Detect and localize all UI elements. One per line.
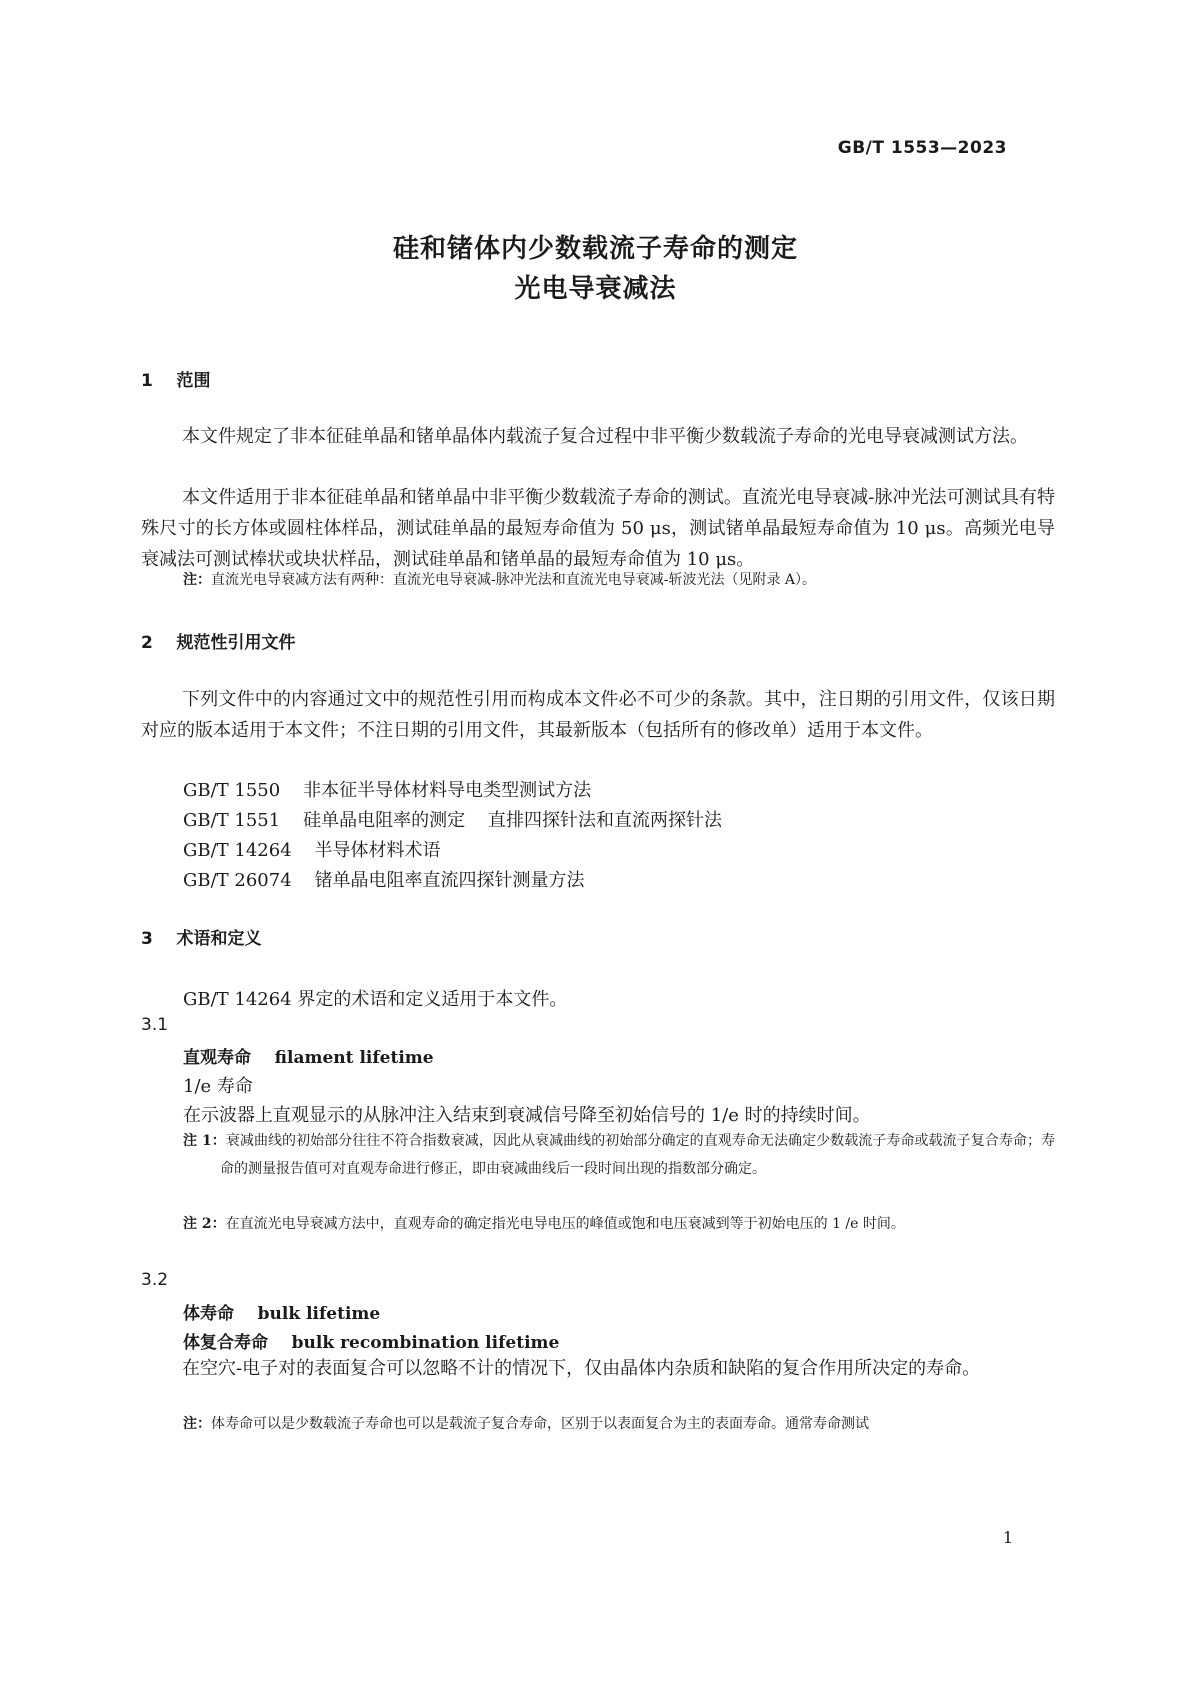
- note-text: 体寿命可以是少数载流子寿命也可以是载流子复合寿命，区别于以表面复合为主的表面寿命。通常寿命测试: [211, 1416, 869, 1432]
- reference-item: GB/T 1550 非本征半导体材料导电类型测试方法: [183, 780, 592, 801]
- note-text: 在直流光电导衰减方法中，直观寿命的确定指光电导电压的峰值或饱和电压衰减到等于初始电压的 1 /e 时间。: [225, 1216, 905, 1232]
- note-label: 注 2：: [183, 1216, 226, 1232]
- section-1-heading: 1 范围: [141, 371, 211, 391]
- section-1-paragraph-2: 本文件适用于非本征硅单晶和锗单晶中非平衡少数载流子寿命的测试。直流光电导衰减-脉冲光法可测试具有特殊尺寸的长方体或圆柱体样品，测试硅单晶的最短寿命值为 50 μs，测试锗单晶最短寿命值为 10 μs。高频光电导衰减法可测试棒状或块状样品，测试硅单晶和锗单晶的最短寿命值为 10 μs。: [141, 487, 1055, 570]
- note-text: 直流光电导衰减方法有两种：直流光电导衰减-脉冲光法和直流光电导衰减-斩波光法（见附录 A）。: [211, 572, 817, 588]
- note-text: 衰减曲线的初始部分往往不符合指数衰减，因此从衰减曲线的初始部分确定的直观寿命无法确定少数载流子寿命或载流子复合寿命；寿命的测量报告值可对直观寿命进行修正，即由衰减曲线后一段时间出现的指数部分确定。: [220, 1133, 1055, 1177]
- clause-3-2-note: [183, 1411, 1055, 1438]
- clause-3-2-term-2: 体复合寿命 bulk recombination lifetime: [183, 1333, 560, 1353]
- clause-3-1-alt-term: 1/e 寿命: [183, 1076, 253, 1097]
- page-number: 1: [1002, 1528, 1013, 1547]
- note-label: 注 1：: [183, 1133, 226, 1149]
- note-label: 注：: [183, 1416, 211, 1432]
- clause-3-1-definition: 在示波器上直观显示的从脉冲注入结束到衰减信号降至初始信号的 1/e 时的持续时间。: [183, 1105, 871, 1126]
- clause-3-2-number: 3.2: [141, 1270, 169, 1290]
- document-title-line1: 硅和锗体内少数载流子寿命的测定: [392, 234, 798, 264]
- clause-3-1-term: 直观寿命 filament lifetime: [183, 1048, 434, 1068]
- section-2-paragraph-1: 下列文件中的内容通过文中的规范性引用而构成本文件必不可少的条款。其中，注日期的引用文件，仅该日期对应的版本适用于本文件；不注日期的引用文件，其最新版本（包括所有的修改单）适用于本文件。: [141, 689, 1055, 741]
- clause-3-1-number: 3.1: [141, 1015, 169, 1035]
- note-label: 注：: [183, 572, 211, 588]
- clause-3-1-note-1: [183, 1127, 1055, 1183]
- section-1-paragraph-1: 本文件规定了非本征硅单晶和锗单晶体内载流子复合过程中非平衡少数载流子寿命的光电导衰减测试方法。: [182, 426, 1028, 447]
- clause-3-2-definition: 在空穴-电子对的表面复合可以忽略不计的情况下，仅由晶体内杂质和缺陷的复合作用所决定的寿命。: [182, 1358, 981, 1379]
- section-2-heading: 2 规范性引用文件: [141, 633, 296, 653]
- reference-item: GB/T 1551 硅单晶电阻率的测定 直排四探针法和直流两探针法: [183, 810, 722, 831]
- clause-3-1-note-2: [183, 1210, 1055, 1238]
- standard-number: GB/T 1553—2023: [837, 138, 1007, 158]
- reference-item: GB/T 14264 半导体材料术语: [183, 840, 441, 861]
- reference-item: GB/T 26074 锗单晶电阻率直流四探针测量方法: [183, 870, 585, 891]
- section-1-note: [183, 567, 1055, 594]
- section-3-heading: 3 术语和定义: [141, 929, 262, 949]
- clause-3-2-term-1: 体寿命 bulk lifetime: [183, 1304, 381, 1324]
- document-title-line2: 光电导衰减法: [514, 274, 677, 304]
- section-3-intro: GB/T 14264 界定的术语和定义适用于本文件。: [183, 989, 568, 1010]
